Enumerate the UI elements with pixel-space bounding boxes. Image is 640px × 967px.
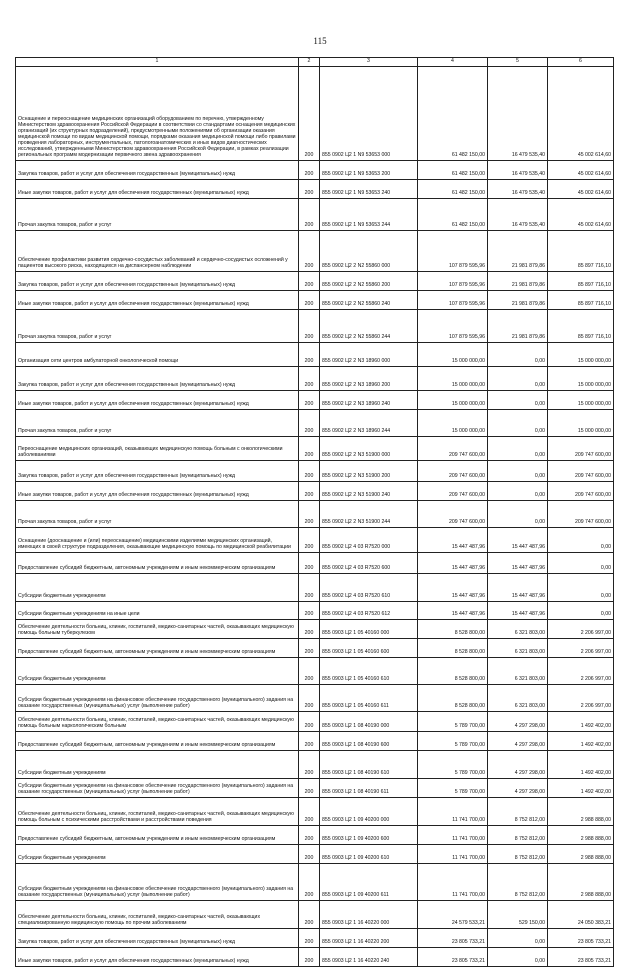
table-row xyxy=(16,67,614,161)
row-amount-2: 0,00 xyxy=(548,574,614,602)
row-code: 200 xyxy=(299,343,320,367)
row-total: 15 000 000,00 xyxy=(418,367,488,391)
row-total: 15 447 487,96 xyxy=(418,528,488,553)
row-amount-2: 2 988 888,00 xyxy=(548,798,614,826)
row-kbk: 855 0902 Ц2 2 N2 55860 244 xyxy=(320,310,418,343)
row-amount-1: 15 447 487,96 xyxy=(488,528,548,553)
table-row xyxy=(16,948,614,967)
table-row xyxy=(16,620,614,639)
row-code: 200 xyxy=(299,948,320,967)
row-amount-1: 0,00 xyxy=(488,343,548,367)
row-total: 209 747 600,00 xyxy=(418,501,488,528)
row-code: 200 xyxy=(299,391,320,410)
row-amount-1: 8 752 812,00 xyxy=(488,826,548,845)
row-kbk: 855 0903 Ц2 1 16 40220 000 xyxy=(320,901,418,929)
table-row xyxy=(16,826,614,845)
page-number: 115 xyxy=(313,36,327,46)
row-amount-1: 15 447 487,96 xyxy=(488,574,548,602)
row-amount-1: 4 297 298,00 xyxy=(488,732,548,751)
row-amount-2: 2 988 888,00 xyxy=(548,864,614,901)
row-amount-1: 15 447 487,96 xyxy=(488,553,548,574)
row-amount-2: 45 002 614,60 xyxy=(548,67,614,161)
row-total: 24 579 533,21 xyxy=(418,901,488,929)
row-code: 200 xyxy=(299,929,320,948)
row-total: 209 747 600,00 xyxy=(418,482,488,501)
row-kbk: 855 0903 Ц2 1 09 40200 600 xyxy=(320,826,418,845)
row-kbk: 855 0902 Ц2 2 N3 51900 244 xyxy=(320,501,418,528)
row-code: 200 xyxy=(299,732,320,751)
row-code: 200 xyxy=(299,620,320,639)
table-row xyxy=(16,751,614,779)
row-name: Обеспечение деятельности больниц, клиник, госпиталей, медико-санитарных частей, оказывающих медицинскую помощь больным наркологическим больным xyxy=(16,712,299,732)
row-code: 200 xyxy=(299,751,320,779)
row-amount-1: 21 981 879,86 xyxy=(488,291,548,310)
row-amount-2: 0,00 xyxy=(548,528,614,553)
table-row xyxy=(16,553,614,574)
row-kbk: 855 0903 Ц2 1 08 40190 611 xyxy=(320,779,418,798)
row-amount-2: 209 747 600,00 xyxy=(548,437,614,461)
row-code: 200 xyxy=(299,712,320,732)
row-name: Прочая закупка товаров, работ и услуг xyxy=(16,410,299,437)
row-total: 11 741 700,00 xyxy=(418,845,488,864)
row-kbk: 855 0902 Ц2 2 N2 55860 000 xyxy=(320,231,418,272)
row-code: 200 xyxy=(299,482,320,501)
row-kbk: 855 0903 Ц2 1 05 40160 600 xyxy=(320,639,418,658)
row-total: 15 447 487,96 xyxy=(418,574,488,602)
row-amount-1: 0,00 xyxy=(488,391,548,410)
row-total: 8 528 800,00 xyxy=(418,620,488,639)
row-kbk: 855 0902 Ц2 1 N9 53653 240 xyxy=(320,180,418,199)
row-code: 200 xyxy=(299,291,320,310)
row-amount-1: 16 479 535,40 xyxy=(488,67,548,161)
row-total: 15 447 487,96 xyxy=(418,553,488,574)
row-amount-1: 6 321 803,00 xyxy=(488,685,548,712)
row-total: 23 805 733,21 xyxy=(418,929,488,948)
row-code: 200 xyxy=(299,501,320,528)
table-row xyxy=(16,798,614,826)
row-total: 61 482 150,00 xyxy=(418,161,488,180)
row-amount-1: 21 981 879,86 xyxy=(488,310,548,343)
row-code: 200 xyxy=(299,901,320,929)
row-kbk: 855 0902 Ц2 1 N9 53653 244 xyxy=(320,199,418,231)
row-name: Субсидии бюджетным учреждениям на финансовое обеспечение государственного (муниципального) задания на оказание государственных (муниципальных) услуг (выполнение работ) xyxy=(16,685,299,712)
row-name: Оснащение и переоснащение медицинских организаций оборудованием по перечню, утвержденному Министерством здравоохранения Российской Федерации в соответствии со стандартами оснащения медицинских организаций (их структурных подразделений), предусмотренными положениями об организации оказания медицинской помощи по видам медицинской помощи, порядками оказания медицинской помощи либо правилами проведения лабораторных, инструментальных, патологоанатомических и иных видов диагностических исследований, утвержденными Министерством здравоохранения Российской Федерации, в рамках реализации региональных программ модернизации первичного звена здравоохранения xyxy=(16,67,299,161)
row-name: Обеспечение профилактики развития сердечно-сосудистых заболеваний и сердечно-сосудистых осложнений у пациентов высокого риска, находящихся на диспансерном наблюдении xyxy=(16,231,299,272)
row-name: Иные закупки товаров, работ и услуг для обеспечения государственных (муниципальных) нужд xyxy=(16,482,299,501)
row-amount-2: 24 050 383,21 xyxy=(548,901,614,929)
row-code: 200 xyxy=(299,310,320,343)
row-name: Предоставление субсидий бюджетным, автономным учреждениям и иным некоммерческим организациям xyxy=(16,553,299,574)
column-header: 2 xyxy=(299,58,320,67)
row-amount-1: 16 479 535,40 xyxy=(488,180,548,199)
row-total: 61 482 150,00 xyxy=(418,67,488,161)
row-amount-2: 1 492 402,00 xyxy=(548,779,614,798)
row-amount-2: 23 805 733,21 xyxy=(548,929,614,948)
row-total: 23 805 733,21 xyxy=(418,948,488,967)
table-row xyxy=(16,272,614,291)
row-kbk: 855 0903 Ц2 1 05 40160 000 xyxy=(320,620,418,639)
row-amount-1: 0,00 xyxy=(488,482,548,501)
table-header xyxy=(16,58,614,67)
table-row xyxy=(16,391,614,410)
row-amount-2: 85 897 716,10 xyxy=(548,291,614,310)
row-name: Обеспечение деятельности больниц, клиник, госпиталей, медико-санитарных частей, оказывающих медицинскую помощь больным с психическими расстройствами и расстройствами поведения xyxy=(16,798,299,826)
table-row xyxy=(16,161,614,180)
table-row xyxy=(16,461,614,482)
row-name: Предоставление субсидий бюджетным, автономным учреждениям и иным некоммерческим организациям xyxy=(16,732,299,751)
row-amount-2: 15 000 000,00 xyxy=(548,410,614,437)
row-total: 107 879 595,96 xyxy=(418,310,488,343)
row-name: Субсидии бюджетным учреждениям xyxy=(16,658,299,685)
row-name: Закупка товаров, работ и услуг для обеспечения государственных (муниципальных) нужд xyxy=(16,461,299,482)
table-row xyxy=(16,845,614,864)
row-code: 200 xyxy=(299,199,320,231)
table-row xyxy=(16,291,614,310)
table-row xyxy=(16,231,614,272)
row-amount-1: 0,00 xyxy=(488,948,548,967)
row-amount-1: 6 321 803,00 xyxy=(488,639,548,658)
row-kbk: 855 0902 Ц2 1 N9 53653 200 xyxy=(320,161,418,180)
row-amount-1: 0,00 xyxy=(488,461,548,482)
row-code: 200 xyxy=(299,658,320,685)
row-total: 209 747 600,00 xyxy=(418,461,488,482)
row-total: 11 741 700,00 xyxy=(418,826,488,845)
row-total: 107 879 595,96 xyxy=(418,231,488,272)
row-amount-1: 16 479 535,40 xyxy=(488,161,548,180)
table-body xyxy=(16,67,614,967)
column-header: 3 xyxy=(320,58,418,67)
row-name: Субсидии бюджетным учреждениям на иные цели xyxy=(16,602,299,620)
row-kbk: 855 0902 Ц2 2 N3 18960 244 xyxy=(320,410,418,437)
row-code: 200 xyxy=(299,528,320,553)
row-code: 200 xyxy=(299,574,320,602)
row-kbk: 855 0902 Ц2 1 N9 53653 000 xyxy=(320,67,418,161)
row-amount-2: 0,00 xyxy=(548,553,614,574)
row-kbk: 855 0902 Ц2 4 03 R7520 612 xyxy=(320,602,418,620)
row-name: Предоставление субсидий бюджетным, автономным учреждениям и иным некоммерческим организациям xyxy=(16,826,299,845)
row-amount-1: 0,00 xyxy=(488,501,548,528)
row-name: Оснащение (дооснащение и (или) переоснащение) медицинскими изделиями медицинских организаций, имеющих в своей структуре подразделения, оказывающие медицинскую помощь по медицинской реабилитации xyxy=(16,528,299,553)
row-kbk: 855 0903 Ц2 1 08 40190 600 xyxy=(320,732,418,751)
table-row xyxy=(16,482,614,501)
row-total: 15 447 487,96 xyxy=(418,602,488,620)
row-amount-2: 85 897 716,10 xyxy=(548,310,614,343)
row-name: Субсидии бюджетным учреждениям xyxy=(16,845,299,864)
row-code: 200 xyxy=(299,367,320,391)
row-amount-2: 2 206 997,00 xyxy=(548,685,614,712)
column-header: 5 xyxy=(488,58,548,67)
row-name: Организация сети центров амбулаторной онкологической помощи xyxy=(16,343,299,367)
row-name: Субсидии бюджетным учреждениям xyxy=(16,574,299,602)
table-row xyxy=(16,779,614,798)
row-kbk: 855 0903 Ц2 1 05 40160 611 xyxy=(320,685,418,712)
row-kbk: 855 0902 Ц2 4 03 R7520 610 xyxy=(320,574,418,602)
row-amount-1: 4 297 298,00 xyxy=(488,779,548,798)
row-kbk: 855 0902 Ц2 2 N3 18960 200 xyxy=(320,367,418,391)
table-row xyxy=(16,343,614,367)
table-row xyxy=(16,685,614,712)
row-total: 15 000 000,00 xyxy=(418,410,488,437)
row-code: 200 xyxy=(299,461,320,482)
row-total: 61 482 150,00 xyxy=(418,199,488,231)
row-total: 209 747 600,00 xyxy=(418,437,488,461)
row-kbk: 855 0903 Ц2 1 16 40220 240 xyxy=(320,948,418,967)
row-name: Предоставление субсидий бюджетным, автономным учреждениям и иным некоммерческим организациям xyxy=(16,639,299,658)
row-amount-1: 8 752 812,00 xyxy=(488,798,548,826)
row-code: 200 xyxy=(299,685,320,712)
row-amount-1: 8 752 812,00 xyxy=(488,845,548,864)
row-amount-2: 1 492 402,00 xyxy=(548,751,614,779)
row-total: 107 879 595,96 xyxy=(418,272,488,291)
row-amount-1: 529 150,00 xyxy=(488,901,548,929)
row-name: Иные закупки товаров, работ и услуг для обеспечения государственных (муниципальных) нужд xyxy=(16,948,299,967)
row-name: Закупка товаров, работ и услуг для обеспечения государственных (муниципальных) нужд xyxy=(16,929,299,948)
table-row xyxy=(16,310,614,343)
table-row xyxy=(16,639,614,658)
table-row xyxy=(16,199,614,231)
budget-table xyxy=(15,57,614,967)
row-code: 200 xyxy=(299,826,320,845)
row-code: 200 xyxy=(299,864,320,901)
row-amount-2: 15 000 000,00 xyxy=(548,391,614,410)
row-amount-1: 0,00 xyxy=(488,929,548,948)
row-amount-2: 45 002 614,60 xyxy=(548,161,614,180)
row-kbk: 855 0902 Ц2 2 N3 51900 000 xyxy=(320,437,418,461)
row-amount-2: 209 747 600,00 xyxy=(548,482,614,501)
table-row xyxy=(16,501,614,528)
row-amount-2: 2 988 888,00 xyxy=(548,826,614,845)
table-row xyxy=(16,410,614,437)
row-code: 200 xyxy=(299,798,320,826)
row-kbk: 855 0903 Ц2 1 08 40190 000 xyxy=(320,712,418,732)
row-code: 200 xyxy=(299,602,320,620)
row-code: 200 xyxy=(299,553,320,574)
table-row xyxy=(16,367,614,391)
row-amount-2: 45 002 614,60 xyxy=(548,199,614,231)
table-row xyxy=(16,929,614,948)
row-name: Прочая закупка товаров, работ и услуг xyxy=(16,501,299,528)
table-row xyxy=(16,732,614,751)
table-row xyxy=(16,712,614,732)
row-code: 200 xyxy=(299,180,320,199)
row-name: Субсидии бюджетным учреждениям на финансовое обеспечение государственного (муниципального) задания на оказание государственных (муниципальных) услуг (выполнение работ) xyxy=(16,779,299,798)
row-code: 200 xyxy=(299,231,320,272)
row-code: 200 xyxy=(299,161,320,180)
row-amount-2: 2 988 888,00 xyxy=(548,845,614,864)
row-kbk: 855 0902 Ц2 4 03 R7520 000 xyxy=(320,528,418,553)
row-kbk: 855 0903 Ц2 1 16 40220 200 xyxy=(320,929,418,948)
row-amount-1: 0,00 xyxy=(488,367,548,391)
row-total: 8 528 800,00 xyxy=(418,658,488,685)
row-kbk: 855 0902 Ц2 2 N3 51900 240 xyxy=(320,482,418,501)
row-amount-1: 15 447 487,96 xyxy=(488,602,548,620)
row-total: 5 789 700,00 xyxy=(418,751,488,779)
row-kbk: 855 0902 Ц2 2 N2 55860 200 xyxy=(320,272,418,291)
row-amount-1: 8 752 812,00 xyxy=(488,864,548,901)
row-code: 200 xyxy=(299,67,320,161)
row-name: Субсидии бюджетным учреждениям xyxy=(16,751,299,779)
column-header: 4 xyxy=(418,58,488,67)
header-row xyxy=(16,58,614,67)
row-amount-2: 1 492 402,00 xyxy=(548,732,614,751)
row-amount-1: 4 297 298,00 xyxy=(488,751,548,779)
row-kbk: 855 0903 Ц2 1 09 40200 611 xyxy=(320,864,418,901)
row-code: 200 xyxy=(299,639,320,658)
row-name: Обеспечение деятельности больниц, клиник, госпиталей, медико-санитарных частей, оказывающих медицинскую помощь больным туберкулезом xyxy=(16,620,299,639)
table-row xyxy=(16,574,614,602)
row-amount-1: 4 297 298,00 xyxy=(488,712,548,732)
table-row xyxy=(16,180,614,199)
row-name: Иные закупки товаров, работ и услуг для обеспечения государственных (муниципальных) нужд xyxy=(16,180,299,199)
row-name: Прочая закупка товаров, работ и услуг xyxy=(16,310,299,343)
row-amount-1: 0,00 xyxy=(488,437,548,461)
column-header: 6 xyxy=(548,58,614,67)
row-amount-1: 6 321 803,00 xyxy=(488,658,548,685)
row-code: 200 xyxy=(299,845,320,864)
row-name: Прочая закупка товаров, работ и услуг xyxy=(16,199,299,231)
row-amount-2: 2 206 997,00 xyxy=(548,620,614,639)
row-name: Субсидии бюджетным учреждениям на финансовое обеспечение государственного (муниципального) задания на оказание государственных (муниципальных) услуг (выполнение работ) xyxy=(16,864,299,901)
row-amount-2: 15 000 000,00 xyxy=(548,367,614,391)
row-total: 15 000 000,00 xyxy=(418,391,488,410)
row-name: Закупка товаров, работ и услуг для обеспечения государственных (муниципальных) нужд xyxy=(16,272,299,291)
row-total: 61 482 150,00 xyxy=(418,180,488,199)
row-amount-2: 2 206 997,00 xyxy=(548,658,614,685)
row-total: 8 528 800,00 xyxy=(418,685,488,712)
row-amount-1: 21 981 879,86 xyxy=(488,272,548,291)
row-name: Иные закупки товаров, работ и услуг для обеспечения государственных (муниципальных) нужд xyxy=(16,291,299,310)
row-kbk: 855 0903 Ц2 1 08 40190 610 xyxy=(320,751,418,779)
row-amount-2: 45 002 614,60 xyxy=(548,180,614,199)
row-name: Переоснащение медицинских организаций, оказывающих медицинскую помощь больным с онкологическими заболеваниями xyxy=(16,437,299,461)
row-kbk: 855 0902 Ц2 2 N3 18960 000 xyxy=(320,343,418,367)
row-amount-2: 209 747 600,00 xyxy=(548,461,614,482)
row-total: 5 789 700,00 xyxy=(418,732,488,751)
row-total: 8 528 800,00 xyxy=(418,639,488,658)
row-code: 200 xyxy=(299,437,320,461)
table-row xyxy=(16,602,614,620)
row-total: 11 741 700,00 xyxy=(418,864,488,901)
table-row xyxy=(16,437,614,461)
row-code: 200 xyxy=(299,410,320,437)
row-total: 107 879 595,96 xyxy=(418,291,488,310)
row-amount-2: 85 897 716,10 xyxy=(548,272,614,291)
row-name: Закупка товаров, работ и услуг для обеспечения государственных (муниципальных) нужд xyxy=(16,161,299,180)
row-amount-1: 16 479 535,40 xyxy=(488,199,548,231)
row-total: 5 789 700,00 xyxy=(418,712,488,732)
row-name: Закупка товаров, работ и услуг для обеспечения государственных (муниципальных) нужд xyxy=(16,367,299,391)
row-kbk: 855 0903 Ц2 1 09 40200 000 xyxy=(320,798,418,826)
table-row xyxy=(16,658,614,685)
table-row xyxy=(16,528,614,553)
row-code: 200 xyxy=(299,779,320,798)
row-code: 200 xyxy=(299,272,320,291)
row-amount-2: 209 747 600,00 xyxy=(548,501,614,528)
row-amount-2: 15 000 000,00 xyxy=(548,343,614,367)
row-total: 15 000 000,00 xyxy=(418,343,488,367)
row-amount-2: 1 492 402,00 xyxy=(548,712,614,732)
row-amount-1: 6 321 803,00 xyxy=(488,620,548,639)
row-amount-2: 0,00 xyxy=(548,602,614,620)
row-kbk: 855 0902 Ц2 2 N3 18960 240 xyxy=(320,391,418,410)
row-amount-1: 21 981 879,86 xyxy=(488,231,548,272)
row-kbk: 855 0902 Ц2 4 03 R7520 600 xyxy=(320,553,418,574)
row-kbk: 855 0902 Ц2 2 N2 55860 240 xyxy=(320,291,418,310)
row-kbk: 855 0903 Ц2 1 09 40200 610 xyxy=(320,845,418,864)
row-amount-2: 85 897 716,10 xyxy=(548,231,614,272)
row-name: Иные закупки товаров, работ и услуг для обеспечения государственных (муниципальных) нужд xyxy=(16,391,299,410)
row-amount-2: 2 206 997,00 xyxy=(548,639,614,658)
table-row xyxy=(16,864,614,901)
row-name: Обеспечение деятельности больниц, клиник, госпиталей, медико-санитарных частей, оказывающих специализированную медицинскую помощь по прочим заболеваниям xyxy=(16,901,299,929)
row-kbk: 855 0902 Ц2 2 N3 51900 200 xyxy=(320,461,418,482)
row-total: 5 789 700,00 xyxy=(418,779,488,798)
row-amount-2: 23 805 733,21 xyxy=(548,948,614,967)
row-amount-1: 0,00 xyxy=(488,410,548,437)
row-kbk: 855 0903 Ц2 1 05 40160 610 xyxy=(320,658,418,685)
row-total: 11 741 700,00 xyxy=(418,798,488,826)
column-header: 1 xyxy=(16,58,299,67)
